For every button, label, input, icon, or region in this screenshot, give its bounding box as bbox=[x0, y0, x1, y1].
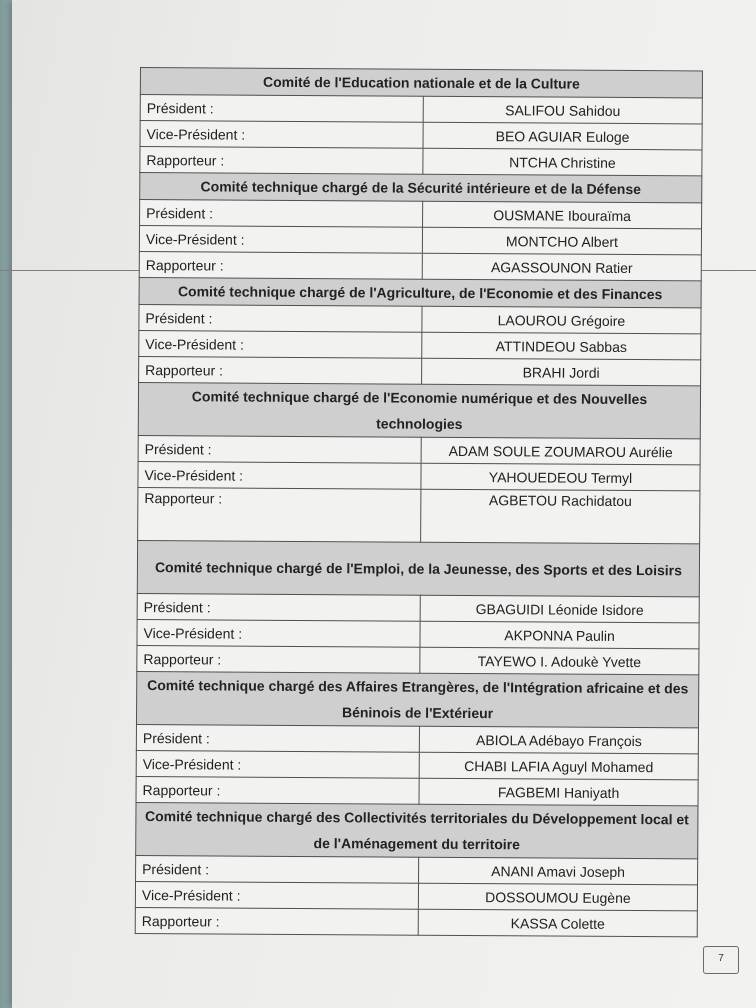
committees-table bbox=[135, 67, 703, 937]
member-row bbox=[136, 855, 698, 884]
role-cell: Président : bbox=[136, 855, 419, 883]
committee-title: Comité technique chargé de l'Agriculture, de l'Economie et des Finances bbox=[139, 277, 701, 307]
role-cell: Rapporteur : bbox=[140, 147, 423, 175]
name-cell: NTCHA Christine bbox=[423, 148, 702, 176]
member-row bbox=[139, 226, 701, 255]
member-row bbox=[135, 881, 697, 910]
member-row bbox=[140, 200, 702, 229]
name-cell: ATTINDEOU Sabbas bbox=[422, 332, 701, 360]
page-number: 7 bbox=[703, 946, 739, 974]
member-row bbox=[137, 619, 699, 648]
role-cell: Vice-Président : bbox=[136, 750, 419, 778]
member-row bbox=[136, 776, 698, 805]
name-cell: BEO AGUIAR Euloge bbox=[423, 122, 702, 150]
member-row bbox=[140, 147, 702, 176]
name-cell: MONTCHO Albert bbox=[422, 227, 701, 255]
member-row bbox=[139, 251, 701, 280]
role-cell: Rapporteur : bbox=[138, 487, 421, 542]
role-cell: Rapporteur : bbox=[135, 907, 418, 935]
member-row bbox=[138, 435, 700, 464]
member-row bbox=[139, 330, 701, 359]
name-cell: GBAGUIDI Léonide Isidore bbox=[420, 595, 699, 623]
name-cell: ADAM SOULE ZOUMAROU Aurélie bbox=[421, 437, 700, 465]
role-cell: Président : bbox=[136, 724, 419, 752]
role-cell: Vice-Président : bbox=[139, 330, 422, 358]
role-cell: Vice-Président : bbox=[138, 461, 421, 489]
name-cell: FAGBEMI Haniyath bbox=[419, 778, 698, 806]
name-cell: AKPONNA Paulin bbox=[420, 621, 699, 649]
name-cell: AGASSOUNON Ratier bbox=[422, 253, 701, 281]
member-row bbox=[138, 487, 700, 543]
role-cell: Rapporteur : bbox=[139, 356, 422, 384]
name-cell: OUSMANE Ibouraïma bbox=[423, 201, 702, 229]
role-cell: Vice-Président : bbox=[137, 619, 420, 647]
name-cell: LAOUROU Grégoire bbox=[422, 306, 701, 334]
member-row bbox=[140, 95, 702, 124]
member-row bbox=[139, 304, 701, 333]
member-row bbox=[136, 724, 698, 753]
member-row bbox=[139, 356, 701, 385]
role-cell: Président : bbox=[140, 200, 423, 228]
name-cell: YAHOUEDEOU Termyl bbox=[421, 463, 700, 491]
name-cell: CHABI LAFIA Aguyl Mohamed bbox=[419, 752, 698, 780]
role-cell: Président : bbox=[138, 435, 421, 463]
name-cell: BRAHI Jordi bbox=[422, 358, 701, 386]
name-cell: TAYEWO I. Adoukè Yvette bbox=[420, 647, 699, 675]
member-row bbox=[138, 461, 700, 490]
committee-title: Comité technique chargé des Affaires Etrangères, de l'Intégration africaine et des Béninois de l'Extérieur bbox=[136, 671, 698, 727]
role-cell: Rapporteur : bbox=[137, 645, 420, 673]
member-row bbox=[135, 907, 697, 936]
committee-title: Comité technique chargé de l'Economie numérique et des Nouvelles technologies bbox=[138, 382, 700, 438]
committee-header bbox=[140, 173, 702, 203]
committee-header bbox=[139, 277, 701, 307]
role-cell: Vice-Président : bbox=[139, 226, 422, 254]
role-cell: Président : bbox=[140, 95, 423, 123]
committee-header bbox=[136, 802, 698, 858]
committee-header bbox=[136, 671, 698, 727]
name-cell: ANANI Amavi Joseph bbox=[419, 857, 698, 885]
role-cell: Président : bbox=[137, 593, 420, 621]
member-row bbox=[137, 645, 699, 674]
committee-title: Comité technique chargé de la Sécurité intérieure et de la Défense bbox=[140, 173, 702, 203]
committee-header bbox=[140, 68, 702, 98]
committee-header bbox=[138, 382, 700, 438]
name-cell: ABIOLA Adébayo François bbox=[419, 726, 698, 754]
committee-title: Comité technique chargé des Collectivités territoriales du Développement local et de l'Aménagement du territoire bbox=[136, 802, 698, 858]
role-cell: Rapporteur : bbox=[136, 776, 419, 804]
committee-title: Comité technique chargé de l'Emploi, de la Jeunesse, des Sports et des Loisirs bbox=[137, 540, 699, 596]
member-row bbox=[140, 121, 702, 150]
role-cell: Président : bbox=[139, 304, 422, 332]
name-cell: AGBETOU Rachidatou bbox=[421, 489, 700, 544]
member-row bbox=[137, 593, 699, 622]
role-cell: Rapporteur : bbox=[139, 251, 422, 279]
role-cell: Vice-Président : bbox=[140, 121, 423, 149]
name-cell: KASSA Colette bbox=[418, 909, 697, 937]
committee-title: Comité de l'Education nationale et de la Culture bbox=[140, 68, 702, 98]
role-cell: Vice-Président : bbox=[135, 881, 418, 909]
name-cell: DOSSOUMOU Eugène bbox=[418, 883, 697, 911]
member-row bbox=[136, 750, 698, 779]
committee-header bbox=[137, 540, 699, 596]
name-cell: SALIFOU Sahidou bbox=[423, 96, 702, 124]
